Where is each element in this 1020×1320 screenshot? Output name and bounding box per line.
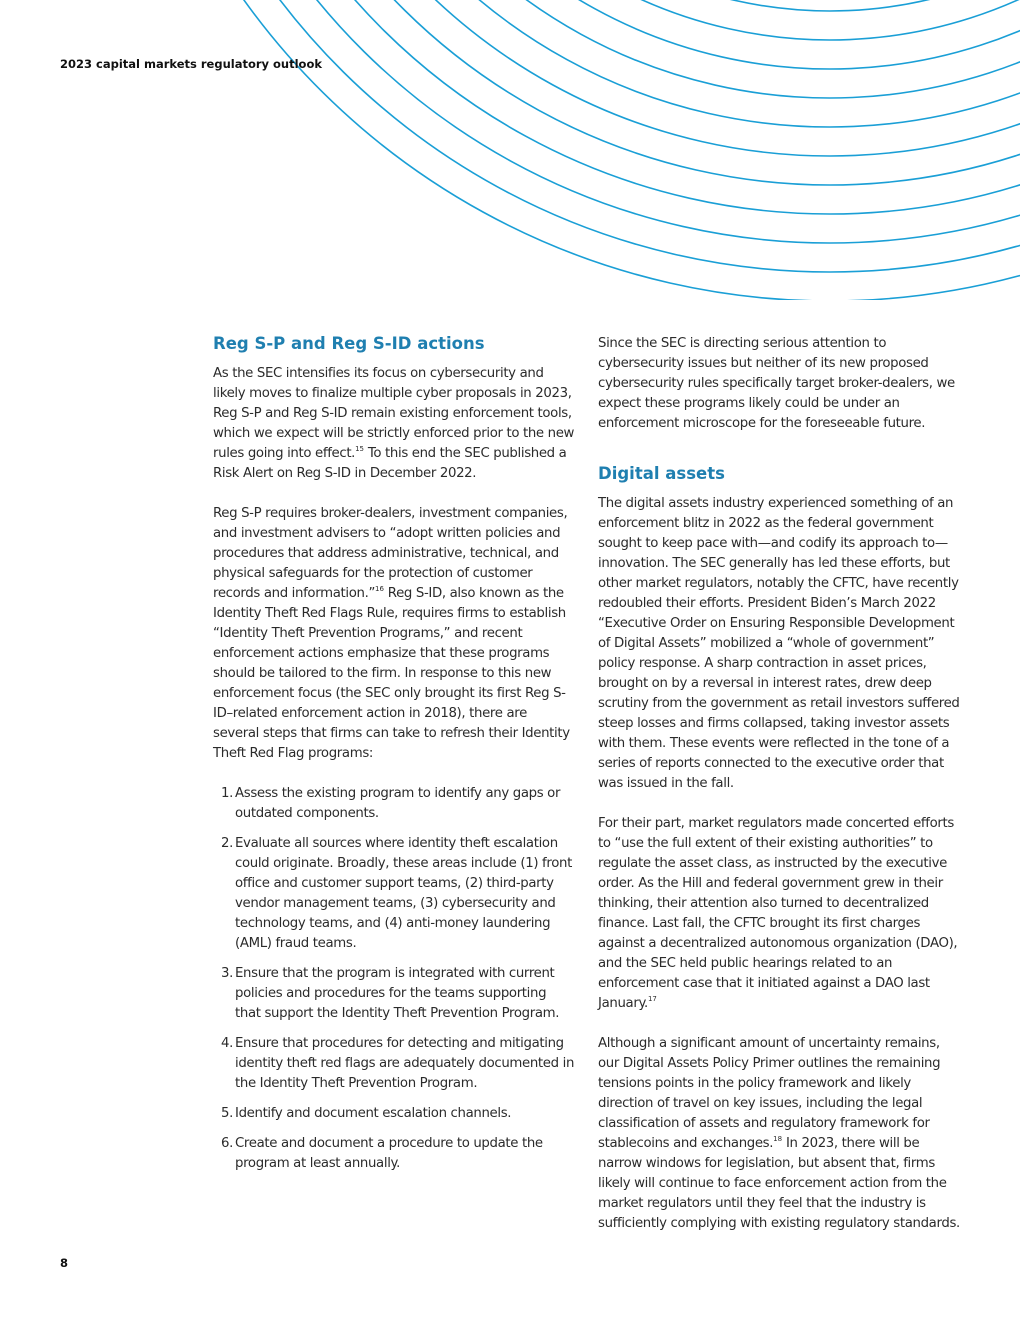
list-item: 5. Identify and document escalation channels.: [221, 1106, 512, 1121]
reg-sp-description-paragraph: Reg S-P requires broker-dealers, investment companies, and investment advisers to “adopt written policies and procedures that address administrative, technical, and physical safeguards for the protection of customer records and information.”$^{16}$ Reg S-ID, also known as the Identity Theft Red Flags Rule, requires firms to establish “Identity Theft Prevention Programs,” and recent enforcement actions emphasize that these programs should be tailored to the firm. In response to this new enforcement focus (the SEC only brought its first Reg S-ID–related enforcement action in 2018), there are several steps that firms can take to refresh their Identity Theft Red Flag programs:: [213, 506, 570, 761]
list-item: 2. Evaluate all sources where identity theft escalation could originate. Broadly, these areas include (1) front office and customer support teams, (2) third-party vendor management teams, (3) cybersecurity and technology teams, and (4) anti-money laundering (AML) fraud teams.: [221, 836, 572, 951]
arc-line: [306, 0, 1020, 185]
footnote-ref-18[interactable]: 18: [773, 1135, 783, 1143]
concentric-arcs-decoration: [0, 0, 1020, 300]
arc-line: [432, 0, 1020, 40]
arc-line: [331, 0, 1020, 156]
arc-line: [231, 0, 1020, 272]
running-header: 2023 capital markets regulatory outlook: [60, 57, 323, 71]
reg-intro-paragraph: As the SEC intensifies its focus on cybersecurity and likely moves to finalize multiple cyber proposals in 2023, Reg S-P and Reg S-ID remain existing enforcement tools, which we expect will be strictly enforced prior to the new rules going into effect.$^{15}$ To this end the SEC published a Risk Alert on Reg S-ID in December 2022.: [213, 366, 575, 481]
right-column: [598, 334, 960, 1254]
arc-line: [356, 0, 1020, 127]
footnote-ref-17[interactable]: 17: [647, 995, 657, 1003]
list-item: 4. Ensure that procedures for detecting and mitigating identity theft red flags are adequately documented in the Identity Theft Prevention Program.: [221, 1036, 575, 1091]
arc-line: [281, 0, 1020, 214]
section-heading-reg-sp-sid: Reg S-P and Reg S-ID actions: [213, 334, 485, 353]
footnote-ref-16[interactable]: 16: [374, 585, 384, 593]
arc-line: [381, 0, 1020, 98]
section-heading-digital-assets: Digital assets: [598, 464, 725, 483]
list-item: 3. Ensure that the program is integrated with current policies and procedures for the teams supporting that support the Identity Theft Prevention Program.: [221, 966, 560, 1021]
digital-assets-paragraph-2: For their part, market regulators made concerted efforts to “use the full extent of their existing authorities” to regulate the asset class, as instructed by the executive order. As the Hill and federal government grew in their thinking, their attention also turned to decentralized finance. Last fall, the CFTC brought its first charges against a decentralized autonomous organization (DAO), and the SEC held public hearings related to an enforcement case that it initiated against a DAO last January.$^{17}$: [598, 816, 958, 1011]
page-number: 8: [60, 1256, 69, 1270]
footnote-ref-15[interactable]: 15: [355, 445, 364, 453]
list-item: 1. Assess the existing program to identify any gaps or outdated components.: [221, 786, 561, 821]
cyber-followup-paragraph: Since the SEC is directing serious attention to cybersecurity issues but neither of its new proposed cybersecurity rules specifically target broker-dealers, we expect these programs likely could be under an enforcement microscope for the foreseeable future.: [598, 336, 955, 431]
steps-list: [213, 784, 575, 1174]
arc-line: [206, 0, 1020, 300]
digital-assets-paragraph-3: Although a significant amount of uncertainty remains, our Digital Assets Policy Primer outlines the remaining tensions points in the policy framework and likely direction of travel on key issues, including the legal classification of assets and regulatory framework for stablecoins and exchanges.$^{18}$ In 2023, there will be narrow windows for legislation, but absent that, firms likely will continue to face enforcement action from the market regulators until they feel that the industry is sufficiently complying with existing regulatory standards.: [598, 1036, 960, 1231]
arc-line: [407, 0, 1020, 69]
left-column: [213, 334, 575, 1184]
digital-assets-paragraph-1: The digital assets industry experienced something of an enforcement blitz in 2022 as the federal government sought to keep pace with—and codify its approach to—innovation. The SEC generally has led these efforts, but other market regulators, notably the CFTC, have recently redoubled their efforts. President Biden’s March 2022 “Executive Order on Ensuring Responsible Development of Digital Assets” mobilized a “whole of government” policy response. A sharp contraction in asset prices, brought on by a reversal in interest rates, drew deep scrutiny from the government as retail investors suffered steep losses and firms collapsed, taking investor assets with them. These events were reflected in the tone of a series of reports connected to the executive order that was issued in the fall.: [598, 496, 960, 791]
list-item: 6. Create and document a procedure to update the program at least annually.: [221, 1136, 543, 1171]
